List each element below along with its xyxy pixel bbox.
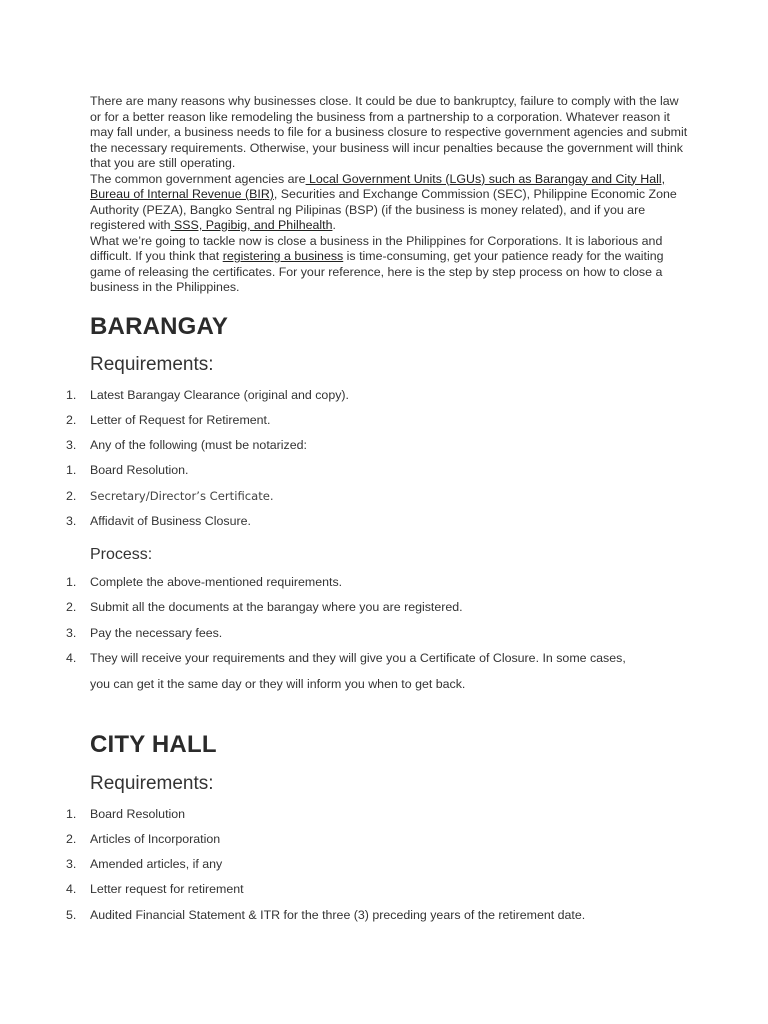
list-item: 2. Letter of Request for Retirement. xyxy=(66,413,271,427)
intro-p2-text-a: The common government agencies are xyxy=(90,171,306,186)
barangay-heading: BARANGAY xyxy=(90,313,229,340)
list-item-continuation: you can get it the same day or they will inform you when to get back. xyxy=(90,677,466,691)
barangay-requirements-heading: Requirements: xyxy=(90,354,214,375)
list-item: 4. Letter request for retirement xyxy=(66,882,244,896)
list-item: 1. Board Resolution. xyxy=(66,463,189,477)
lgu-link[interactable]: Local Government Units (LGUs) such as Barangay and City Hall, Bureau of Internal Revenue (BIR) xyxy=(90,171,666,201)
intro-text xyxy=(90,94,690,296)
intro-p3-text-a: What we’re going to tackle now is close a business in the Philippines for Corporations. It is laborious and difficult. If you think that xyxy=(90,233,663,263)
barangay-process-heading: Process: xyxy=(90,546,153,563)
city-hall-requirements-heading: Requirements: xyxy=(90,773,214,794)
list-item: 1. Complete the above-mentioned requirements. xyxy=(66,575,343,589)
intro-paragraph-2 xyxy=(90,172,690,234)
list-item: 3. Pay the necessary fees. xyxy=(66,626,223,640)
sss-pagibig-philhealth-link[interactable]: SSS, Pagibig, and Philhealth xyxy=(170,218,333,232)
registering-business-link[interactable]: registering a business xyxy=(222,249,344,263)
intro-p3-text-b: is time-consuming, get your patience ready for the waiting game of releasing the certificates. For your reference, here is the step by step process on how to close a business in the Philippines. xyxy=(90,249,664,294)
intro-paragraph-3 xyxy=(90,234,690,296)
list-item: 2. Submit all the documents at the barangay where you are registered. xyxy=(66,600,463,614)
list-item: 1. Board Resolution xyxy=(66,807,186,821)
city-hall-heading: CITY HALL xyxy=(90,731,217,758)
intro-p2-text-b: , Securities and Exchange Commission (SEC), Philippine Economic Zone Authority (PEZA), Bangko Sentral ng Pilipinas (BSP) (if the business is money related), and if you are registered with xyxy=(90,187,677,232)
list-item: 2. Secretary/Director’s Certificate. xyxy=(66,489,274,503)
list-item: 4. They will receive your requirements and they will give you a Certificate of Closure. In some cases, xyxy=(66,651,626,665)
intro-p2-text-c: . xyxy=(332,218,336,232)
intro-paragraph-1: There are many reasons why businesses close. It could be due to bankruptcy, failure to comply with the law or for a better reason like remodeling the business from a partnership to a corporation. Whatever reason it may fall under, a business needs to file for a business closure to respective government agencies and submit the necessary requirements. Otherwise, your business will incur penalties because the government will think that you are still operating. xyxy=(90,94,688,170)
list-item: 3. Any of the following (must be notarized: xyxy=(66,438,307,452)
list-item: 1. Latest Barangay Clearance (original and copy). xyxy=(66,388,349,402)
list-item: 5. Audited Financial Statement & ITR for the three (3) preceding years of the retirement date. xyxy=(66,908,586,922)
list-item: 3. Amended articles, if any xyxy=(66,857,223,871)
list-item: 2. Articles of Incorporation xyxy=(66,832,221,846)
list-item: 3. Affidavit of Business Closure. xyxy=(66,514,251,528)
